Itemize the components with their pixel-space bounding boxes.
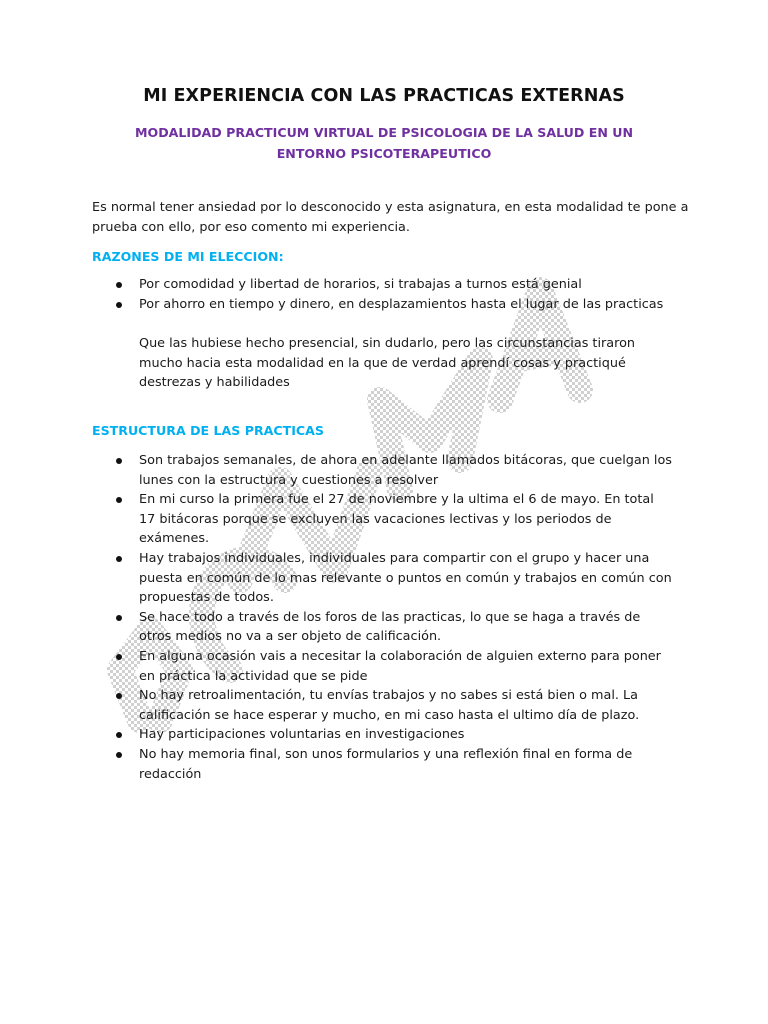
bullet-icon (116, 732, 122, 738)
list-item: Son trabajos semanales, de ahora en adelante llamados bitácoras, que cuelgan los lunes con la estructura y cuestiones a resolver (92, 451, 672, 490)
document-title: MI EXPERIENCIA CON LAS PRACTICAS EXTERNAS (143, 86, 625, 106)
list-item: No hay memoria final, son unos formularios y una reflexión final en forma de redacción (92, 745, 672, 784)
list-item: Hay participaciones voluntarias en investigaciones (92, 725, 672, 745)
intro-paragraph: Es normal tener ansiedad por lo desconocido y esta asignatura, en esta modalidad te pone a prueba con ello, por eso comento mi experiencia. (92, 200, 689, 235)
reasons-note: Que las hubiese hecho presencial, sin dudarlo, pero las circunstancias tiraron mucho hacia esta modalidad en la que de verdad aprendí cosas y practiqué destrezas y habilidades (139, 336, 636, 391)
bullet-icon (116, 282, 122, 288)
list-item: Hay trabajos individuales, individuales para compartir con el grupo y hacer una puesta en común de lo mas relevante o puntos en común y trabajos en común con propuestas de todos. (92, 549, 672, 608)
list-item: En mi curso la primera fue el 27 de noviembre y la ultima el 6 de mayo. En total 17 bitácoras porque se excluyen las vacaciones lectivas y los periodos de exámenes. (92, 490, 672, 549)
bullet-icon (116, 302, 122, 308)
bullet-icon (116, 693, 122, 699)
list-item: No hay retroalimentación, tu envías trabajos y no sabes si está bien o mal. La calificación se hace esperar y mucho, en mi caso hasta el ultimo día de plazo. (92, 686, 672, 725)
reasons-list (92, 275, 672, 314)
document-subtitle: MODALIDAD PRACTICUM VIRTUAL DE PSICOLOGIA DE LA SALUD EN UN ENTORNO PSICOTERAPEUTICO (134, 125, 634, 161)
bullet-icon (116, 556, 122, 562)
section-heading-reasons: RAZONES DE MI ELECCION: (92, 249, 284, 264)
list-item: Por comodidad y libertad de horarios, si trabajas a turnos está genial (92, 275, 672, 295)
bullet-icon (116, 497, 122, 503)
list-item: En alguna ocasión vais a necesitar la colaboración de alguien externo para poner en práctica la actividad que se pide (92, 647, 672, 686)
list-item: Se hace todo a través de los foros de las practicas, lo que se haga a través de otros medios no va a ser objeto de calificación. (92, 608, 672, 647)
list-item: Por ahorro en tiempo y dinero, en desplazamientos hasta el lugar de las practicas (92, 295, 672, 315)
bullet-icon (116, 654, 122, 660)
structure-list (92, 451, 672, 784)
bullet-icon (116, 615, 122, 621)
bullet-icon (116, 458, 122, 464)
bullet-icon (116, 752, 122, 758)
section-heading-structure: ESTRUCTURA DE LAS PRACTICAS (92, 423, 324, 438)
